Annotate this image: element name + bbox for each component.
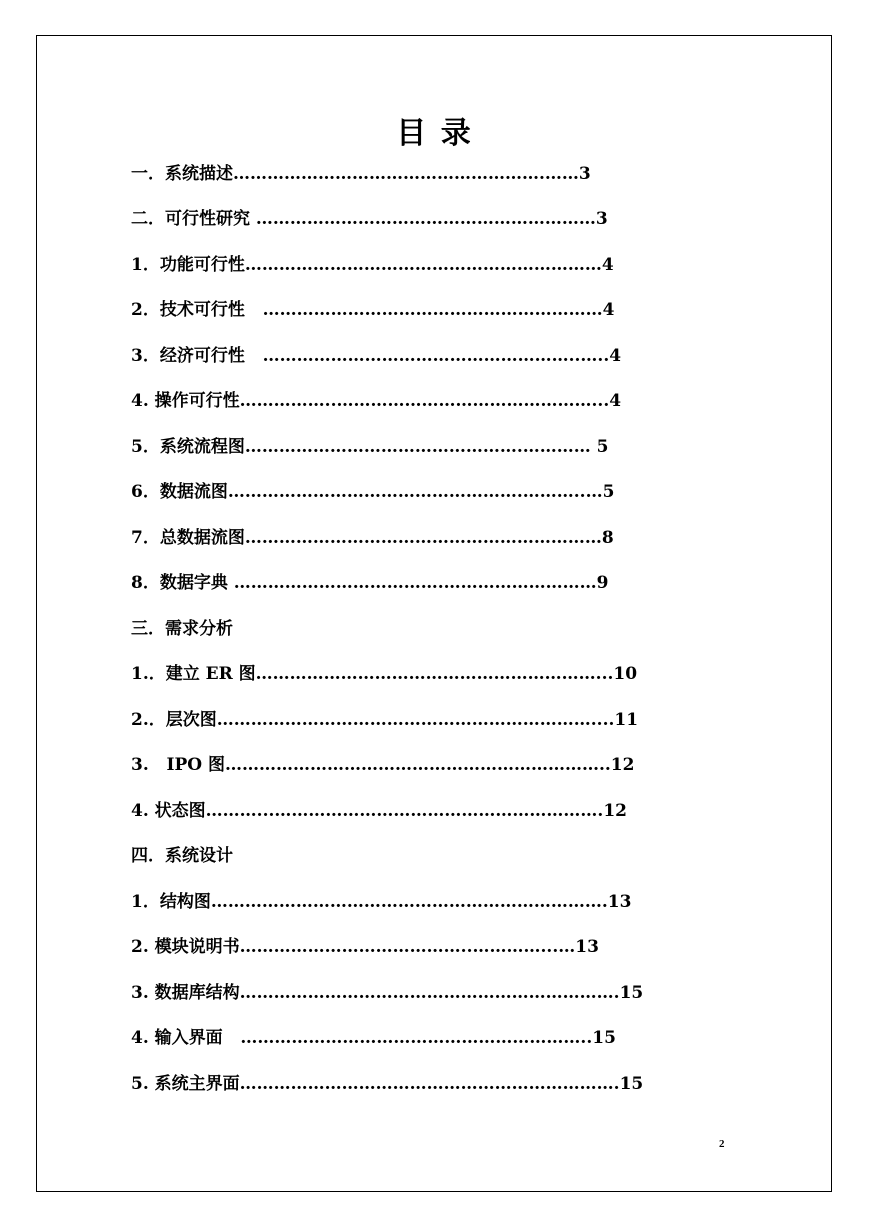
toc-entry[interactable]: 8．数据字典 ……………………………….………………………9 bbox=[131, 573, 609, 593]
toc-entry[interactable]: 1．功能可行性………………………………………………………4 bbox=[131, 255, 614, 275]
toc-entry[interactable]: 5. 系统主界面………………………………………………………….15 bbox=[131, 1074, 644, 1094]
toc-entry[interactable]: 7．总数据流图………………………………………………………8 bbox=[131, 528, 614, 548]
toc-entry[interactable]: 3．经济可行性 ………………………………………………..…..4 bbox=[131, 346, 622, 366]
toc-entry[interactable]: 4. 状态图………...………………………………………………….12 bbox=[131, 801, 627, 821]
toc-entry[interactable]: 3. 数据库结构………………………………………………………….15 bbox=[131, 983, 644, 1003]
toc-entry[interactable]: 2. 模块说明书…………………………………..…………...…13 bbox=[131, 937, 599, 957]
page-number: 2 bbox=[719, 1138, 725, 1150]
toc-entry[interactable]: 1.．建立 ER 图……………………………………………………...10 bbox=[131, 664, 638, 684]
toc-entry[interactable]: 6．数据流图…………………………………………….………..…5 bbox=[131, 482, 615, 502]
toc-entry[interactable]: 1．结构图…………………………………………………………….13 bbox=[131, 892, 632, 912]
toc-entry[interactable]: 4. 输入界面 ……………………………………………………..15 bbox=[131, 1028, 616, 1048]
toc-entry[interactable]: 4. 操作可行性……………..………………………………………...4 bbox=[131, 391, 622, 411]
toc-entry[interactable]: 一．系统描述……………………………………………….……3 bbox=[131, 164, 591, 184]
page-title: 目 录 bbox=[396, 116, 473, 151]
toc-section-heading: 三．需求分析 bbox=[131, 619, 233, 639]
toc-entry[interactable]: 2.．层次图…………………………………………………………....11 bbox=[131, 710, 639, 730]
toc-entry[interactable]: 二．可行性研究 ……………………………………………………3 bbox=[131, 209, 608, 229]
toc-entry[interactable]: 5．系统流程图………………………………………….………… 5 bbox=[131, 437, 609, 457]
toc-entry[interactable]: 2．技术可行性 ……………………………………………………4 bbox=[131, 300, 615, 320]
toc-entry[interactable]: 3. IPO 图…………………………………………………………..12 bbox=[131, 755, 635, 775]
toc-section-heading: 四．系统设计 bbox=[131, 846, 233, 866]
